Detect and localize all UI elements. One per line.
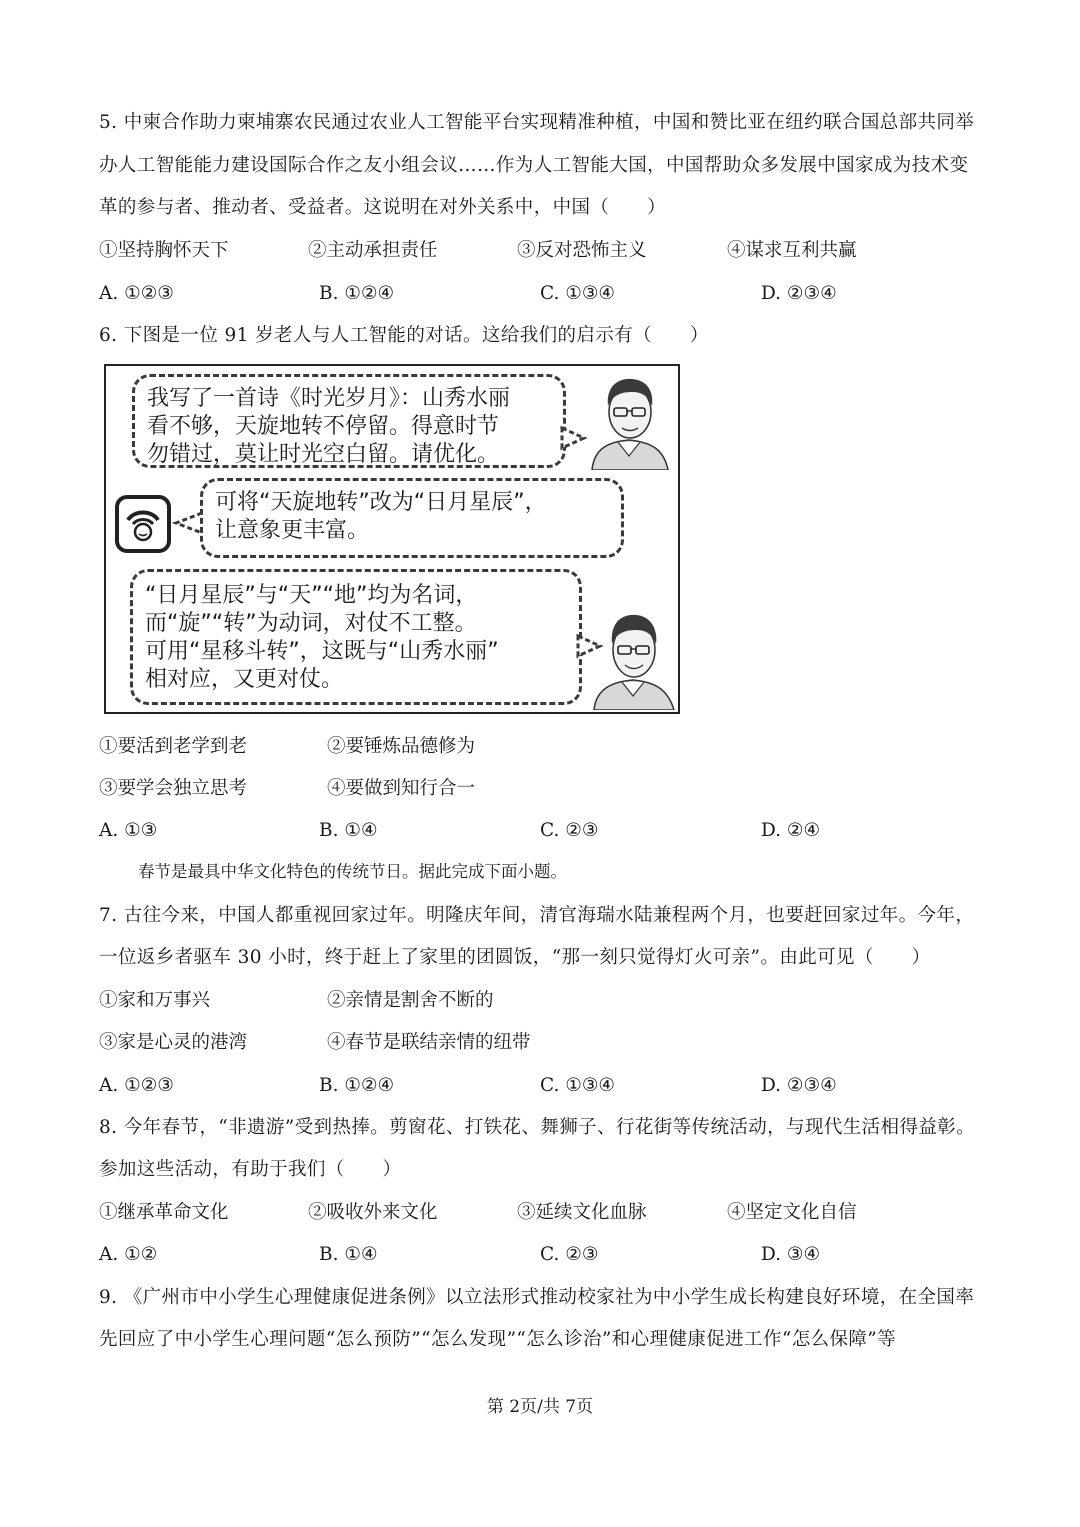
q7-choice-d: D. ②③④ [761,1075,837,1096]
q5-statement-1: ①坚持胸怀天下 [99,240,229,261]
q5-choice-b: B. ①②④ [319,283,395,304]
q8-stem-line-2: 参加这些活动，有助于我们（ ） [99,1159,402,1180]
elder-bubble-1-line-2: 看不够，天旋地转不停留。得意时节 [147,414,500,439]
elder-bubble-2-line-2: 而“旋”“转”为动词，对仗不工整。 [145,611,477,636]
elder-bubble-2-line-1: “日月星辰”与“天”“地”均为名词， [145,583,478,608]
q5-statement-2: ②主动承担责任 [308,240,438,261]
q8-choice-d: D. ③④ [761,1244,821,1265]
q8-choice-a: A. ①② [99,1244,158,1265]
page-number: 第 2页/共 7页 [486,1397,594,1417]
q6-choice-c: C. ②③ [540,820,599,841]
ai-bubble-line-1: 可将“天旋地转”改为“日月星辰”， [215,490,547,515]
q6-statement-2: ②要锤炼品德修为 [327,736,476,757]
ai-speech-bubble [200,478,624,558]
q8-statement-2: ②吸收外来文化 [308,1202,438,1223]
q5-choice-c: C. ①③④ [540,283,616,304]
q7-stem-line-1: 7. 古往今来，中国人都重视回家过年。明隆庆年间，清官海瑞水陆兼程两个月，也要赶回家过年。今年， [99,905,975,926]
elder-bubble-2-line-4: 相对应，又更对仗。 [145,667,344,692]
q6-stem: 6. 下图是一位 91 岁老人与人工智能的对话。这给我们的启示有（ ） [99,325,709,346]
q9-stem-line-1: 9. 《广州市中小学生心理健康促进条例》以立法形式推动校家社为中小学生成长构建良好环境，在全国率 [99,1287,975,1308]
q5-stem-line-3: 革的参与者、推动者、受益者。这说明在对外关系中，中国（ ） [99,197,667,218]
elder-speech-bubble-2 [130,569,582,705]
q6-choice-b: B. ①④ [319,820,378,841]
q6-statement-3: ③要学会独立思考 [99,778,248,799]
q7-statement-3: ③家是心灵的港湾 [99,1032,248,1053]
q7-choice-a: A. ①②③ [99,1075,174,1096]
ai-bubble-line-2: 让意象更丰富。 [215,518,370,543]
q9-stem-line-2: 先回应了中小学生心理问题“怎么预防”“怎么发现”“怎么诊治”和心理健康促进工作“怎么保障”等 [99,1329,897,1350]
elder-bubble-2-line-3: 可用“星移斗转”，这既与“山秀水丽” [145,639,499,664]
q7-statement-4: ④春节是联结亲情的纽带 [327,1032,531,1053]
q7-stem-line-2: 一位返乡者驱车 30 小时，终于赶上了家里的团圆饭，“那一刻只觉得灯火可亲”。由此可见（ ） [99,947,931,968]
q8-statement-1: ①继承革命文化 [99,1202,229,1223]
q6-choice-d: D. ②④ [761,820,821,841]
q5-stem-line-2: 办人工智能能力建设国际合作之友小组会议……作为人工智能大国，中国帮助众多发展中国家成为技术变 [99,155,969,176]
q8-statement-3: ③延续文化血脉 [517,1202,647,1223]
elder-portrait-icon [588,606,678,710]
elder-bubble-1-line-1: 我写了一首诗《时光岁月》：山秀水丽 [147,386,511,411]
elder-bubble-1-line-3: 勿错过，莫让时光空白留。请优化。 [147,442,500,467]
ai-assistant-icon [114,494,172,554]
elder-portrait-icon [584,370,674,470]
q7-statement-2: ②亲情是割舍不断的 [327,990,494,1011]
q5-stem-line-1: 5. 中柬合作助力柬埔寨农民通过农业人工智能平台实现精准种植，中国和赞比亚在纽约联合国总部共同举 [99,112,975,133]
elder-speech-bubble-1 [132,374,566,468]
q6-statement-1: ①要活到老学到老 [99,736,248,757]
q5-statement-3: ③反对恐怖主义 [517,240,647,261]
q6-statement-4: ④要做到知行合一 [327,778,476,799]
q8-choice-b: B. ①④ [319,1244,378,1265]
q7-choice-b: B. ①②④ [319,1075,395,1096]
q8-stem-line-1: 8. 今年春节，“非遗游”受到热捧。剪窗花、打铁花、舞狮子、行花街等传统活动，与现代生活相得益彰。 [99,1117,976,1138]
q7-statement-1: ①家和万事兴 [99,990,211,1011]
q7-choice-c: C. ①③④ [540,1075,616,1096]
q8-statement-4: ④坚定文化自信 [727,1202,857,1223]
dialog-figure [104,364,680,714]
q5-choice-d: D. ②③④ [761,283,837,304]
q5-statement-4: ④谋求互利共赢 [727,240,857,261]
q8-choice-c: C. ②③ [540,1244,599,1265]
section-intro: 春节是最具中华文化特色的传统节日。据此完成下面小题。 [138,862,567,881]
q5-choice-a: A. ①②③ [99,283,174,304]
q6-choice-a: A. ①③ [99,820,158,841]
